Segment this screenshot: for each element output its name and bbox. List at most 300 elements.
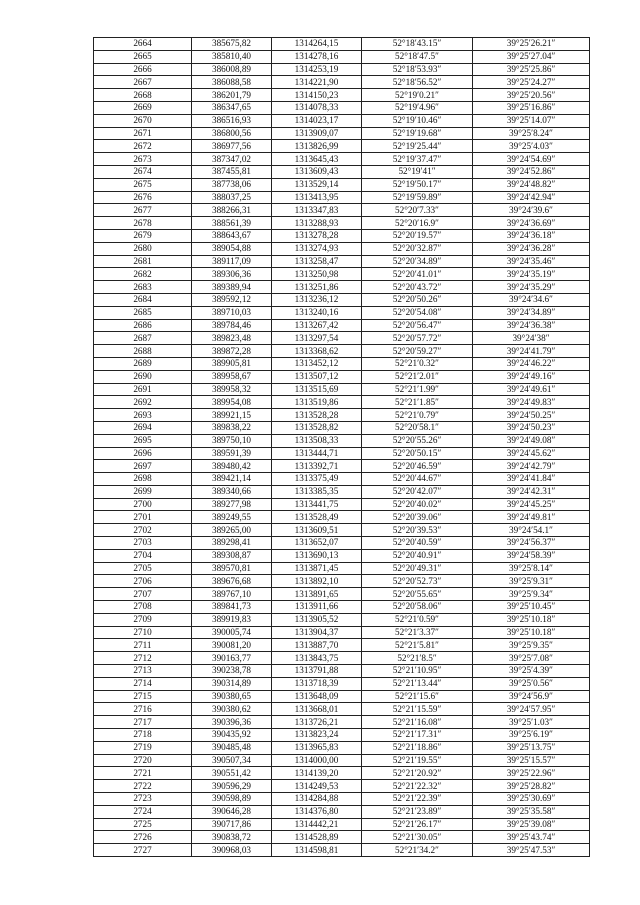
table-row <box>94 229 590 242</box>
latitude-cell: 52°21′17.31″ <box>362 729 473 742</box>
latitude-cell: 52°21′3.37″ <box>362 626 473 639</box>
x-coordinate-cell: 390717,86 <box>192 818 272 831</box>
x-coordinate-cell: 386201,79 <box>192 89 272 102</box>
latitude-cell: 52°21′15.6″ <box>362 690 473 703</box>
point-number-cell: 2703 <box>94 537 192 550</box>
table-row <box>94 831 590 844</box>
x-coordinate-cell: 389298,41 <box>192 537 272 550</box>
longitude-cell: 39°25′25.86″ <box>473 63 590 76</box>
longitude-cell: 39°25′9.35″ <box>473 639 590 652</box>
y-coordinate-cell: 1313668,01 <box>272 703 362 716</box>
longitude-cell: 39°25′30.69″ <box>473 793 590 806</box>
point-number-cell: 2707 <box>94 588 192 601</box>
y-coordinate-cell: 1313519,86 <box>272 396 362 409</box>
point-number-cell: 2727 <box>94 844 192 857</box>
y-coordinate-cell: 1314376,80 <box>272 805 362 818</box>
x-coordinate-cell: 389308,87 <box>192 549 272 562</box>
latitude-cell: 52°20′46.59″ <box>362 460 473 473</box>
latitude-cell: 52°21′22.32″ <box>362 780 473 793</box>
x-coordinate-cell: 386008,89 <box>192 63 272 76</box>
latitude-cell: 52°18′56.52″ <box>362 76 473 89</box>
latitude-cell: 52°20′55.26″ <box>362 434 473 447</box>
latitude-cell: 52°20′32.87″ <box>362 242 473 255</box>
x-coordinate-cell: 389958,32 <box>192 383 272 396</box>
table-row <box>94 140 590 153</box>
table-row <box>94 114 590 127</box>
y-coordinate-cell: 1313528,82 <box>272 421 362 434</box>
table-row <box>94 549 590 562</box>
point-number-cell: 2704 <box>94 549 192 562</box>
point-number-cell: 2676 <box>94 191 192 204</box>
y-coordinate-cell: 1313652,07 <box>272 537 362 550</box>
x-coordinate-cell: 389838,22 <box>192 421 272 434</box>
table-row <box>94 421 590 434</box>
latitude-cell: 52°18′47.5″ <box>362 50 473 63</box>
latitude-cell: 52°19′19.68″ <box>362 127 473 140</box>
point-number-cell: 2695 <box>94 434 192 447</box>
table-row <box>94 729 590 742</box>
y-coordinate-cell: 1313905,52 <box>272 613 362 626</box>
x-coordinate-cell: 389277,98 <box>192 498 272 511</box>
y-coordinate-cell: 1313385,35 <box>272 485 362 498</box>
coordinates-document <box>93 37 590 857</box>
latitude-cell: 52°19′59.89″ <box>362 191 473 204</box>
x-coordinate-cell: 390163,77 <box>192 652 272 665</box>
longitude-cell: 39°24′50.23″ <box>473 421 590 434</box>
point-number-cell: 2700 <box>94 498 192 511</box>
latitude-cell: 52°19′37.47″ <box>362 153 473 166</box>
table-row <box>94 306 590 319</box>
point-number-cell: 2691 <box>94 383 192 396</box>
table-row <box>94 652 590 665</box>
longitude-cell: 39°25′6.19″ <box>473 729 590 742</box>
table-row <box>94 191 590 204</box>
longitude-cell: 39°24′42.79″ <box>473 460 590 473</box>
y-coordinate-cell: 1313274,93 <box>272 242 362 255</box>
x-coordinate-cell: 390968,03 <box>192 844 272 857</box>
x-coordinate-cell: 389710,03 <box>192 306 272 319</box>
latitude-cell: 52°21′18.86″ <box>362 741 473 754</box>
table-row <box>94 370 590 383</box>
x-coordinate-cell: 390551,42 <box>192 767 272 780</box>
latitude-cell: 52°19′41″ <box>362 165 473 178</box>
x-coordinate-cell: 386088,58 <box>192 76 272 89</box>
point-number-cell: 2717 <box>94 716 192 729</box>
y-coordinate-cell: 1313645,43 <box>272 153 362 166</box>
point-number-cell: 2669 <box>94 101 192 114</box>
longitude-cell: 39°25′8.14″ <box>473 562 590 575</box>
coordinates-table <box>93 37 590 857</box>
point-number-cell: 2689 <box>94 357 192 370</box>
x-coordinate-cell: 389592,12 <box>192 293 272 306</box>
point-number-cell: 2680 <box>94 242 192 255</box>
point-number-cell: 2711 <box>94 639 192 652</box>
x-coordinate-cell: 390596,29 <box>192 780 272 793</box>
y-coordinate-cell: 1314023,17 <box>272 114 362 127</box>
table-row <box>94 844 590 857</box>
longitude-cell: 39°25′10.18″ <box>473 626 590 639</box>
table-row <box>94 63 590 76</box>
point-number-cell: 2683 <box>94 281 192 294</box>
y-coordinate-cell: 1313871,45 <box>272 562 362 575</box>
point-number-cell: 2710 <box>94 626 192 639</box>
x-coordinate-cell: 389823,48 <box>192 332 272 345</box>
point-number-cell: 2696 <box>94 447 192 460</box>
y-coordinate-cell: 1314528,89 <box>272 831 362 844</box>
y-coordinate-cell: 1314278,16 <box>272 50 362 63</box>
longitude-cell: 39°24′36.69″ <box>473 217 590 230</box>
latitude-cell: 52°20′57.72″ <box>362 332 473 345</box>
latitude-cell: 52°21′8.5″ <box>362 652 473 665</box>
longitude-cell: 39°24′58.39″ <box>473 549 590 562</box>
x-coordinate-cell: 389570,81 <box>192 562 272 575</box>
y-coordinate-cell: 1313392,71 <box>272 460 362 473</box>
latitude-cell: 52°20′40.02″ <box>362 498 473 511</box>
x-coordinate-cell: 389676,68 <box>192 575 272 588</box>
y-coordinate-cell: 1313444,71 <box>272 447 362 460</box>
table-row <box>94 562 590 575</box>
point-number-cell: 2675 <box>94 178 192 191</box>
point-number-cell: 2716 <box>94 703 192 716</box>
table-row <box>94 319 590 332</box>
longitude-cell: 39°25′28.82″ <box>473 780 590 793</box>
table-row <box>94 293 590 306</box>
point-number-cell: 2705 <box>94 562 192 575</box>
longitude-cell: 39°25′13.75″ <box>473 741 590 754</box>
y-coordinate-cell: 1313609,51 <box>272 524 362 537</box>
table-row <box>94 537 590 550</box>
x-coordinate-cell: 385810,40 <box>192 50 272 63</box>
latitude-cell: 52°19′10.46″ <box>362 114 473 127</box>
table-row <box>94 204 590 217</box>
y-coordinate-cell: 1313609,43 <box>272 165 362 178</box>
x-coordinate-cell: 388643,67 <box>192 229 272 242</box>
longitude-cell: 39°25′0.56″ <box>473 677 590 690</box>
longitude-cell: 39°24′54.69″ <box>473 153 590 166</box>
longitude-cell: 39°24′50.25″ <box>473 409 590 422</box>
latitude-cell: 52°21′23.89″ <box>362 805 473 818</box>
latitude-cell: 52°20′40.91″ <box>362 549 473 562</box>
longitude-cell: 39°24′49.81″ <box>473 511 590 524</box>
longitude-cell: 39°25′10.45″ <box>473 601 590 614</box>
latitude-cell: 52°21′19.55″ <box>362 754 473 767</box>
point-number-cell: 2694 <box>94 421 192 434</box>
latitude-cell: 52°21′26.17″ <box>362 818 473 831</box>
x-coordinate-cell: 390507,34 <box>192 754 272 767</box>
point-number-cell: 2682 <box>94 268 192 281</box>
x-coordinate-cell: 390314,89 <box>192 677 272 690</box>
longitude-cell: 39°25′8.24″ <box>473 127 590 140</box>
longitude-cell: 39°24′35.19″ <box>473 268 590 281</box>
point-number-cell: 2678 <box>94 217 192 230</box>
latitude-cell: 52°21′22.39″ <box>362 793 473 806</box>
longitude-cell: 39°25′4.39″ <box>473 665 590 678</box>
x-coordinate-cell: 387455,81 <box>192 165 272 178</box>
longitude-cell: 39°25′26.21″ <box>473 38 590 51</box>
x-coordinate-cell: 387347,02 <box>192 153 272 166</box>
y-coordinate-cell: 1314150,23 <box>272 89 362 102</box>
x-coordinate-cell: 390380,62 <box>192 703 272 716</box>
y-coordinate-cell: 1314249,53 <box>272 780 362 793</box>
longitude-cell: 39°25′47.53″ <box>473 844 590 857</box>
point-number-cell: 2673 <box>94 153 192 166</box>
latitude-cell: 52°21′1.99″ <box>362 383 473 396</box>
point-number-cell: 2692 <box>94 396 192 409</box>
longitude-cell: 39°25′9.31″ <box>473 575 590 588</box>
y-coordinate-cell: 1313904,37 <box>272 626 362 639</box>
table-row <box>94 767 590 780</box>
table-row <box>94 626 590 639</box>
point-number-cell: 2719 <box>94 741 192 754</box>
x-coordinate-cell: 389872,28 <box>192 345 272 358</box>
x-coordinate-cell: 389921,15 <box>192 409 272 422</box>
y-coordinate-cell: 1313826,99 <box>272 140 362 153</box>
table-row <box>94 357 590 370</box>
y-coordinate-cell: 1313528,49 <box>272 511 362 524</box>
x-coordinate-cell: 390005,74 <box>192 626 272 639</box>
point-number-cell: 2713 <box>94 665 192 678</box>
latitude-cell: 52°21′20.92″ <box>362 767 473 780</box>
table-row <box>94 217 590 230</box>
latitude-cell: 52°21′13.44″ <box>362 677 473 690</box>
table-row <box>94 601 590 614</box>
longitude-cell: 39°24′52.86″ <box>473 165 590 178</box>
longitude-cell: 39°24′49.61″ <box>473 383 590 396</box>
y-coordinate-cell: 1313887,70 <box>272 639 362 652</box>
table-row <box>94 38 590 51</box>
table-row <box>94 460 590 473</box>
latitude-cell: 52°20′49.31″ <box>362 562 473 575</box>
y-coordinate-cell: 1313911,66 <box>272 601 362 614</box>
table-row <box>94 409 590 422</box>
x-coordinate-cell: 385675,82 <box>192 38 272 51</box>
y-coordinate-cell: 1314253,19 <box>272 63 362 76</box>
latitude-cell: 52°20′54.08″ <box>362 306 473 319</box>
longitude-cell: 39°25′15.57″ <box>473 754 590 767</box>
y-coordinate-cell: 1313909,07 <box>272 127 362 140</box>
y-coordinate-cell: 1313240,16 <box>272 306 362 319</box>
longitude-cell: 39°25′10.18″ <box>473 613 590 626</box>
longitude-cell: 39°25′39.08″ <box>473 818 590 831</box>
longitude-cell: 39°24′34.89″ <box>473 306 590 319</box>
y-coordinate-cell: 1313648,09 <box>272 690 362 703</box>
y-coordinate-cell: 1314442,21 <box>272 818 362 831</box>
table-row <box>94 511 590 524</box>
longitude-cell: 39°24′38″ <box>473 332 590 345</box>
x-coordinate-cell: 389591,39 <box>192 447 272 460</box>
point-number-cell: 2666 <box>94 63 192 76</box>
point-number-cell: 2686 <box>94 319 192 332</box>
point-number-cell: 2702 <box>94 524 192 537</box>
y-coordinate-cell: 1313528,28 <box>272 409 362 422</box>
longitude-cell: 39°24′42.94″ <box>473 191 590 204</box>
longitude-cell: 39°25′27.04″ <box>473 50 590 63</box>
point-number-cell: 2674 <box>94 165 192 178</box>
y-coordinate-cell: 1314000,00 <box>272 754 362 767</box>
longitude-cell: 39°25′9.34″ <box>473 588 590 601</box>
x-coordinate-cell: 389249,55 <box>192 511 272 524</box>
x-coordinate-cell: 389919,83 <box>192 613 272 626</box>
point-number-cell: 2706 <box>94 575 192 588</box>
latitude-cell: 52°20′44.67″ <box>362 473 473 486</box>
longitude-cell: 39°25′1.03″ <box>473 716 590 729</box>
x-coordinate-cell: 390380,65 <box>192 690 272 703</box>
y-coordinate-cell: 1313413,95 <box>272 191 362 204</box>
x-coordinate-cell: 389421,14 <box>192 473 272 486</box>
point-number-cell: 2724 <box>94 805 192 818</box>
longitude-cell: 39°24′41.79″ <box>473 345 590 358</box>
point-number-cell: 2685 <box>94 306 192 319</box>
y-coordinate-cell: 1314598,81 <box>272 844 362 857</box>
point-number-cell: 2693 <box>94 409 192 422</box>
latitude-cell: 52°20′58.1″ <box>362 421 473 434</box>
point-number-cell: 2670 <box>94 114 192 127</box>
x-coordinate-cell: 389767,10 <box>192 588 272 601</box>
y-coordinate-cell: 1314139,20 <box>272 767 362 780</box>
table-row <box>94 805 590 818</box>
latitude-cell: 52°21′15.59″ <box>362 703 473 716</box>
point-number-cell: 2701 <box>94 511 192 524</box>
y-coordinate-cell: 1313251,86 <box>272 281 362 294</box>
x-coordinate-cell: 389117,09 <box>192 255 272 268</box>
y-coordinate-cell: 1313250,98 <box>272 268 362 281</box>
longitude-cell: 39°24′35.46″ <box>473 255 590 268</box>
x-coordinate-cell: 390238,78 <box>192 665 272 678</box>
point-number-cell: 2699 <box>94 485 192 498</box>
y-coordinate-cell: 1313726,21 <box>272 716 362 729</box>
y-coordinate-cell: 1313515,69 <box>272 383 362 396</box>
y-coordinate-cell: 1313843,75 <box>272 652 362 665</box>
point-number-cell: 2665 <box>94 50 192 63</box>
x-coordinate-cell: 390598,89 <box>192 793 272 806</box>
table-row <box>94 665 590 678</box>
point-number-cell: 2679 <box>94 229 192 242</box>
point-number-cell: 2720 <box>94 754 192 767</box>
x-coordinate-cell: 388266,31 <box>192 204 272 217</box>
point-number-cell: 2690 <box>94 370 192 383</box>
y-coordinate-cell: 1313441,75 <box>272 498 362 511</box>
point-number-cell: 2721 <box>94 767 192 780</box>
table-row <box>94 345 590 358</box>
longitude-cell: 39°25′43.74″ <box>473 831 590 844</box>
point-number-cell: 2712 <box>94 652 192 665</box>
longitude-cell: 39°24′56.37″ <box>473 537 590 550</box>
latitude-cell: 52°20′7.33″ <box>362 204 473 217</box>
latitude-cell: 52°21′1.85″ <box>362 396 473 409</box>
y-coordinate-cell: 1313288,93 <box>272 217 362 230</box>
table-row <box>94 268 590 281</box>
table-row <box>94 524 590 537</box>
longitude-cell: 39°24′46.22″ <box>473 357 590 370</box>
longitude-cell: 39°24′41.84″ <box>473 473 590 486</box>
latitude-cell: 52°21′30.05″ <box>362 831 473 844</box>
x-coordinate-cell: 389054,88 <box>192 242 272 255</box>
table-row <box>94 255 590 268</box>
table-row <box>94 639 590 652</box>
point-number-cell: 2687 <box>94 332 192 345</box>
x-coordinate-cell: 390081,20 <box>192 639 272 652</box>
y-coordinate-cell: 1313236,12 <box>272 293 362 306</box>
point-number-cell: 2681 <box>94 255 192 268</box>
y-coordinate-cell: 1314221,90 <box>272 76 362 89</box>
table-row <box>94 741 590 754</box>
table-row <box>94 383 590 396</box>
point-number-cell: 2718 <box>94 729 192 742</box>
y-coordinate-cell: 1313508,33 <box>272 434 362 447</box>
table-row <box>94 76 590 89</box>
table-row <box>94 677 590 690</box>
longitude-cell: 39°24′49.08″ <box>473 434 590 447</box>
table-row <box>94 50 590 63</box>
longitude-cell: 39°25′16.86″ <box>473 101 590 114</box>
point-number-cell: 2726 <box>94 831 192 844</box>
table-row <box>94 153 590 166</box>
table-row <box>94 588 590 601</box>
latitude-cell: 52°18′53.93″ <box>362 63 473 76</box>
x-coordinate-cell: 389389,94 <box>192 281 272 294</box>
latitude-cell: 52°20′43.72″ <box>362 281 473 294</box>
latitude-cell: 52°19′0.21″ <box>362 89 473 102</box>
y-coordinate-cell: 1313791,88 <box>272 665 362 678</box>
y-coordinate-cell: 1314284,88 <box>272 793 362 806</box>
point-number-cell: 2684 <box>94 293 192 306</box>
longitude-cell: 39°24′35.29″ <box>473 281 590 294</box>
x-coordinate-cell: 389306,36 <box>192 268 272 281</box>
latitude-cell: 52°21′5.81″ <box>362 639 473 652</box>
x-coordinate-cell: 389480,42 <box>192 460 272 473</box>
table-row <box>94 434 590 447</box>
point-number-cell: 2715 <box>94 690 192 703</box>
table-row <box>94 793 590 806</box>
longitude-cell: 39°24′57.95″ <box>473 703 590 716</box>
x-coordinate-cell: 386977,56 <box>192 140 272 153</box>
x-coordinate-cell: 386516,93 <box>192 114 272 127</box>
y-coordinate-cell: 1314264,15 <box>272 38 362 51</box>
table-row <box>94 396 590 409</box>
table-row <box>94 89 590 102</box>
x-coordinate-cell: 386800,56 <box>192 127 272 140</box>
latitude-cell: 52°19′50.17″ <box>362 178 473 191</box>
table-row <box>94 780 590 793</box>
table-row <box>94 690 590 703</box>
longitude-cell: 39°24′45.25″ <box>473 498 590 511</box>
longitude-cell: 39°25′7.08″ <box>473 652 590 665</box>
latitude-cell: 52°20′56.47″ <box>362 319 473 332</box>
x-coordinate-cell: 389340,66 <box>192 485 272 498</box>
table-row <box>94 101 590 114</box>
table-row <box>94 447 590 460</box>
x-coordinate-cell: 386347,65 <box>192 101 272 114</box>
x-coordinate-cell: 389784,46 <box>192 319 272 332</box>
x-coordinate-cell: 388561,39 <box>192 217 272 230</box>
latitude-cell: 52°19′25.44″ <box>362 140 473 153</box>
point-number-cell: 2672 <box>94 140 192 153</box>
table-row <box>94 127 590 140</box>
point-number-cell: 2709 <box>94 613 192 626</box>
latitude-cell: 52°21′34.2″ <box>362 844 473 857</box>
point-number-cell: 2708 <box>94 601 192 614</box>
y-coordinate-cell: 1313965,83 <box>272 741 362 754</box>
latitude-cell: 52°20′50.26″ <box>362 293 473 306</box>
y-coordinate-cell: 1313891,65 <box>272 588 362 601</box>
y-coordinate-cell: 1313823,24 <box>272 729 362 742</box>
latitude-cell: 52°21′0.79″ <box>362 409 473 422</box>
x-coordinate-cell: 390485,48 <box>192 741 272 754</box>
table-row <box>94 498 590 511</box>
point-number-cell: 2668 <box>94 89 192 102</box>
x-coordinate-cell: 389750,10 <box>192 434 272 447</box>
table-row <box>94 575 590 588</box>
